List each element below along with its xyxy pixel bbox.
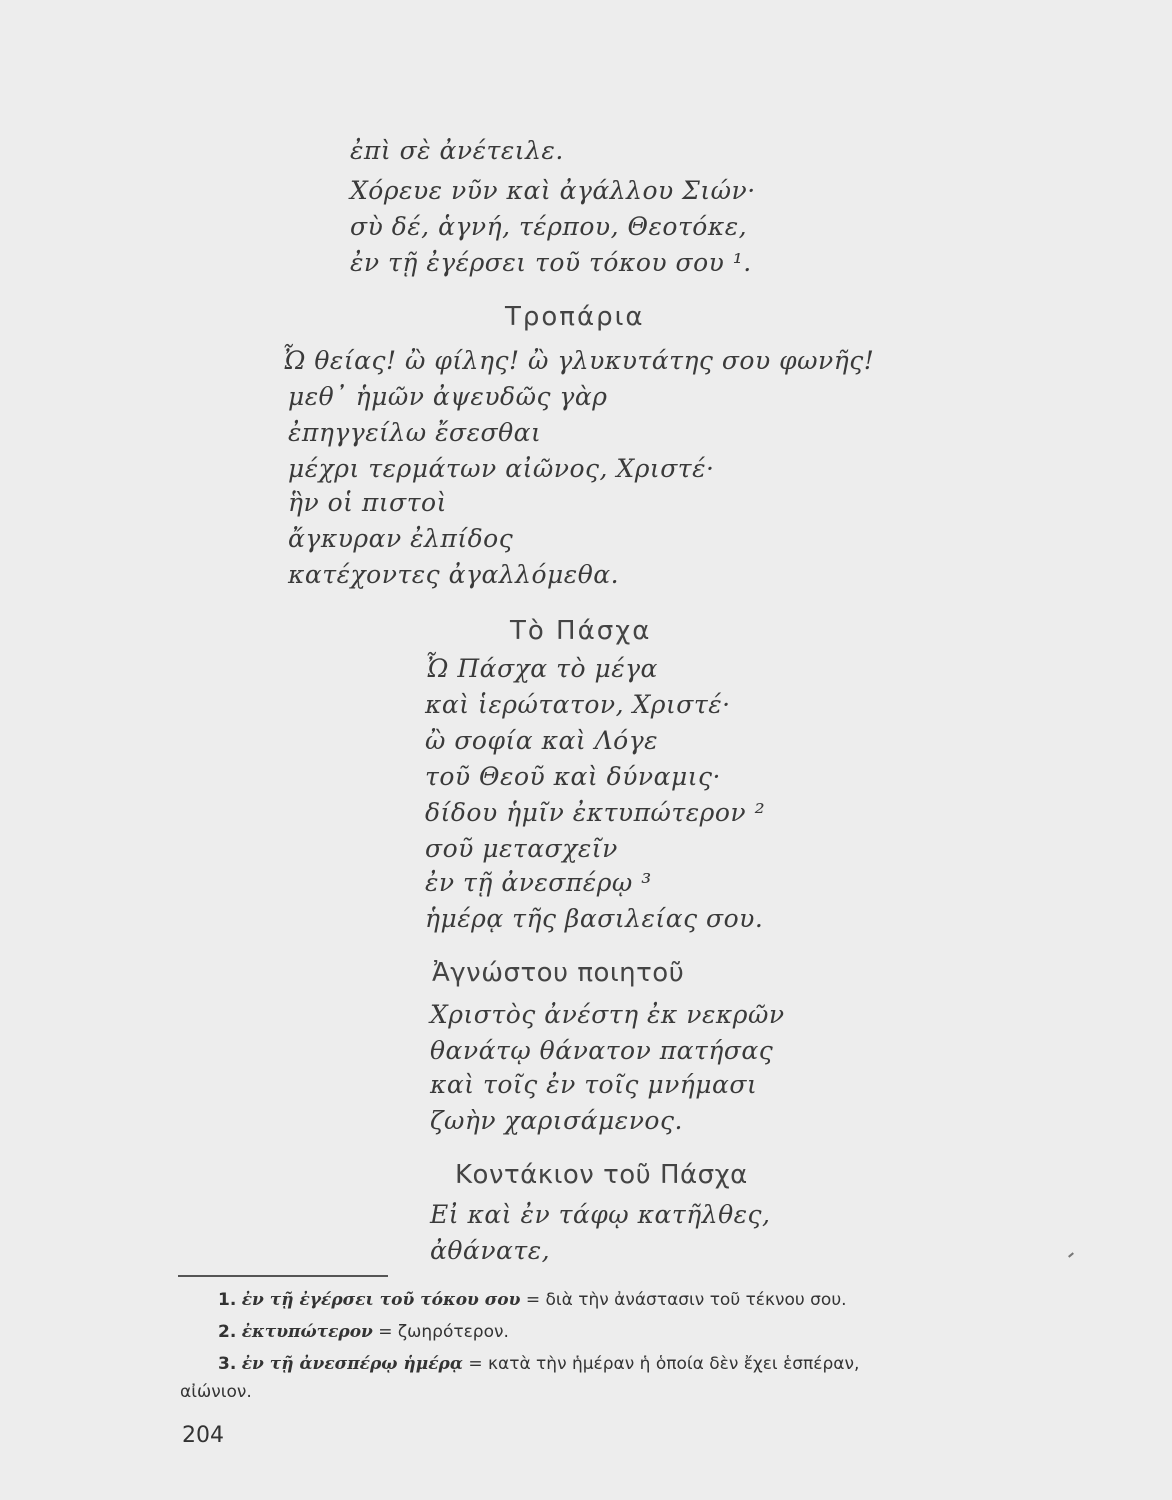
poem-line: ἀθάνατε, (430, 1236, 551, 1265)
poem-line: καὶ τοῖς ἐν τοῖς μνήμασι (430, 1070, 758, 1099)
section-heading: Τροπάρια (505, 302, 645, 332)
footnote-gloss: = ζωηρότερον. (378, 1322, 509, 1342)
poem-line: ζωὴν χαρισάμενος. (430, 1106, 683, 1135)
poem-line: τοῦ Θεοῦ καὶ δύναμις· (425, 762, 721, 791)
poem-line: Χόρευε νῦν καὶ ἀγάλλου Σιών· (350, 176, 756, 205)
section-heading: Τὸ Πάσχα (510, 616, 652, 646)
footnote-lemma: ἐκτυπώτερον (241, 1322, 373, 1342)
poem-line: ἐπὶ σὲ ἀνέτειλε. (350, 136, 564, 165)
poem-line: ἐν τῇ ἀνεσπέρῳ ³ (425, 868, 652, 897)
poem-line: σοῦ μετασχεῖν (425, 834, 618, 863)
poem-line: Χριστὸς ἀνέστη ἐκ νεκρῶν (430, 1000, 785, 1029)
ink-speck (1068, 1252, 1074, 1257)
footnote-rule (178, 1275, 388, 1277)
section-heading: Ἀγνώστου ποιητοῦ (432, 958, 685, 988)
poem-line: ἐν τῇ ἐγέρσει τοῦ τόκου σου ¹. (350, 248, 752, 277)
poem-line: καὶ ἱερώτατον, Χριστέ· (425, 690, 731, 719)
footnote-continuation: αἰώνιον. (180, 1382, 252, 1402)
poem-line: ἐπηγγείλω ἔσεσθαι (288, 418, 542, 447)
poem-line: ἄγκυραν ἐλπίδος (288, 524, 514, 553)
poem-line: ἣν οἱ πιστοὶ (288, 488, 447, 517)
footnote-lemma: ἐν τῇ ἀνεσπέρῳ ἡμέρᾳ (241, 1354, 463, 1374)
poem-line: Εἰ καὶ ἐν τάφῳ κατῆλθες, (430, 1200, 771, 1229)
footnote-number: 1. (218, 1290, 237, 1310)
section-heading: Κοντάκιον τοῦ Πάσχα (455, 1160, 748, 1190)
poem-line: θανάτῳ θάνατον πατήσας (430, 1036, 774, 1065)
poem-line: ὢ σοφία καὶ Λόγε (425, 726, 659, 755)
footnote-lemma: ἐν τῇ ἐγέρσει τοῦ τόκου σου (241, 1290, 521, 1310)
poem-line: δίδου ἡμῖν ἐκτυπώτερον ² (425, 798, 766, 827)
poem-line: σὺ δέ, ἁγνή, τέρπου, Θεοτόκε, (350, 212, 748, 241)
footnote-gloss: = κατὰ τὴν ἡμέραν ἡ ὁποία δὲν ἔχει ἑσπέραν, (468, 1354, 860, 1374)
poem-line: Ὦ Πάσχα τὸ μέγα (425, 654, 658, 683)
poem-line: ἡμέρᾳ τῆς βασιλείας σου. (425, 904, 764, 933)
footnote (218, 1354, 859, 1374)
poem-line: κατέχοντες ἀγαλλόμεθα. (288, 560, 620, 589)
footnote (218, 1322, 509, 1342)
poem-line: μέχρι τερμάτων αἰῶνος, Χριστέ· (288, 454, 715, 483)
footnote-gloss: = διὰ τὴν ἀνάστασιν τοῦ τέκνου σου. (525, 1290, 847, 1310)
page-number: 204 (182, 1423, 224, 1448)
footnote-number: 2. (218, 1322, 237, 1342)
footnote-number: 3. (218, 1354, 237, 1374)
poem-line: Ὦ θείας! ὢ φίλης! ὢ γλυκυτάτης σου φωνῆς! (282, 346, 875, 375)
poem-line: μεθ᾽ ἡμῶν ἀψευδῶς γὰρ (288, 382, 608, 411)
footnote (218, 1290, 847, 1310)
